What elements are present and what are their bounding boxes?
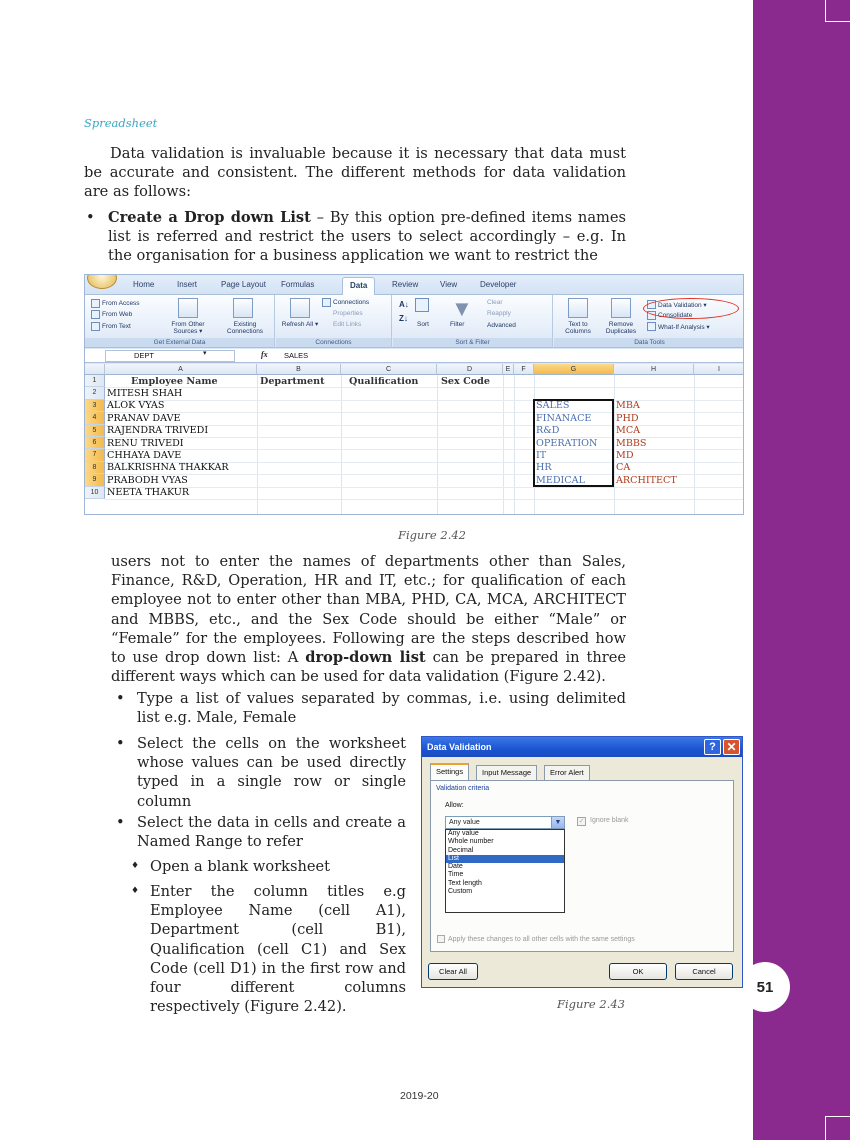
tab-settings[interactable]: Settings <box>430 763 469 781</box>
formula-value[interactable]: SALES <box>284 351 309 360</box>
gridline <box>257 375 258 515</box>
tab-input-message[interactable]: Input Message <box>476 765 537 780</box>
name-cell[interactable]: BALKRISHNA THAKKAR <box>107 462 229 474</box>
tab-insert[interactable]: Insert <box>177 280 198 289</box>
sub-bullet: • Type a list of values separated by commas, i.e. using delimited list e.g. Male, Female <box>116 690 626 727</box>
intro-paragraph: Data validation is invaluable because it is necessary that data must be accurate and consistent. The different methods for data validation are as follows: <box>84 145 626 201</box>
settings-panel <box>430 780 734 952</box>
gridline <box>503 375 504 515</box>
office-button[interactable] <box>87 274 117 289</box>
crop-mark-top <box>825 0 850 22</box>
group-label: Get External Data <box>85 338 274 347</box>
qualification-cell[interactable]: MCA <box>616 425 641 437</box>
refresh-all-button[interactable]: Refresh All ▾ <box>281 321 319 328</box>
apply-checkbox[interactable] <box>437 935 445 943</box>
from-other-sources-button[interactable]: From Other Sources ▾ <box>171 321 205 335</box>
qualification-cell[interactable]: MBBS <box>616 437 647 449</box>
sub-bullet: • Select the data in cells and create a Named Range to refer <box>116 814 406 851</box>
row-line <box>105 449 744 450</box>
header-cell-department[interactable]: Department <box>260 375 325 387</box>
text-icon <box>91 322 100 331</box>
row-line <box>105 400 744 401</box>
clear-button[interactable]: Clear <box>487 299 503 306</box>
sort-asc-icon[interactable]: A↓ <box>399 300 409 309</box>
connections-button[interactable]: Connections <box>333 299 370 306</box>
department-cell[interactable]: IT <box>536 449 547 461</box>
tab-review[interactable]: Review <box>392 280 419 289</box>
column-header-i[interactable]: I <box>694 364 744 375</box>
department-cell[interactable]: FINANACE <box>536 412 592 424</box>
name-cell[interactable]: CHHAYA DAVE <box>107 449 182 461</box>
cancel-button[interactable]: Cancel <box>675 963 733 980</box>
ignore-blank-checkbox[interactable]: ✓ <box>578 818 585 825</box>
option-any-value[interactable]: Any value <box>448 830 479 837</box>
web-icon <box>91 310 100 319</box>
formula-bar <box>85 349 743 363</box>
tab-developer[interactable]: Developer <box>480 280 517 289</box>
department-cell[interactable]: OPERATION <box>536 437 598 449</box>
group-label: Connections <box>276 338 391 347</box>
fx-icon[interactable]: fx <box>261 350 268 359</box>
gridline <box>437 375 438 515</box>
row-header[interactable]: 5 <box>85 425 105 437</box>
ribbon-tabs <box>85 275 743 295</box>
connections-icon <box>322 298 331 307</box>
data-validation-dialog <box>421 736 743 988</box>
department-cell[interactable]: MEDICAL <box>536 474 585 486</box>
bullet-dot: • <box>116 690 125 707</box>
remove-duplicates-button[interactable]: Remove Duplicates <box>605 321 637 335</box>
row-header[interactable]: 3 <box>85 400 105 412</box>
refresh-icon <box>290 298 310 318</box>
name-box[interactable]: DEPT <box>105 350 235 362</box>
name-cell[interactable]: RAJENDRA TRIVEDI <box>107 425 209 437</box>
apply-to-all-option[interactable]: Apply these changes to all other cells with the same settings <box>437 935 635 943</box>
running-header: Spreadsheet <box>84 116 158 130</box>
option-decimal[interactable]: Decimal <box>448 846 474 854</box>
option-custom[interactable]: Custom <box>448 888 473 896</box>
diamond-bullet: ♦ <box>131 861 140 871</box>
from-text-button[interactable]: From Text <box>102 323 131 330</box>
row-line <box>105 412 744 413</box>
reapply-button[interactable]: Reapply <box>487 310 511 317</box>
column-header-f[interactable]: F <box>514 364 534 375</box>
name-box-dropdown-icon[interactable]: ▾ <box>203 350 207 357</box>
name-cell[interactable]: ALOK VYAS <box>107 400 165 412</box>
what-if-analysis-button[interactable]: What-If Analysis ▾ <box>658 324 710 331</box>
department-cell[interactable]: SALES <box>536 400 570 412</box>
text-to-columns-button[interactable]: Text to Columns <box>565 321 591 335</box>
gridline <box>514 375 515 515</box>
sort-desc-icon[interactable]: Z↓ <box>399 314 408 323</box>
page-number: 51 <box>740 962 790 1012</box>
group-connections <box>276 295 392 348</box>
allow-label: Allow: <box>445 802 464 809</box>
column-header-e[interactable]: E <box>503 364 514 375</box>
bold-term: drop-down list <box>305 649 426 667</box>
tab-view[interactable]: View <box>440 280 458 289</box>
validation-criteria-label: Validation criteria <box>436 785 490 792</box>
tab-home[interactable]: Home <box>133 280 155 289</box>
existing-connections-button[interactable]: Existing Connections <box>226 321 264 335</box>
name-cell[interactable]: RENU TRIVEDI <box>107 437 184 449</box>
row-header[interactable]: 1 <box>85 375 105 387</box>
row-header[interactable]: 4 <box>85 412 105 424</box>
body-paragraph: users not to enter the names of departments other than Sales, Finance, R&D, Operation, HR and IT, etc.; for qualification of each employee not to enter other than MBA, PHD, CA, MCA, ARCHITECT and MBBS, etc., and the Sex Code should be either “Male” or “Female” for the employees. Following are the steps described how to use drop down list: A drop-down list can be prepared in three different ways which can be used for data validation (Figure 2.42). <box>111 553 626 686</box>
name-cell[interactable]: PRANAV DAVE <box>107 412 181 424</box>
row-header[interactable]: 6 <box>85 437 105 449</box>
row-header[interactable]: 2 <box>85 387 105 399</box>
row-header[interactable]: 7 <box>85 449 105 461</box>
bullet-drop-down-list: • Create a Drop down List – By this option pre-defined items names list is referred and restrict the users to select accordingly – e.g. In the organisation for a business application we want to restrict the <box>86 209 626 265</box>
qualification-cell[interactable]: MBA <box>616 400 640 412</box>
tab-data[interactable]: Data <box>342 277 375 295</box>
bullet-dot: • <box>116 735 125 752</box>
highlight-oval <box>643 298 739 319</box>
existing-connections-icon <box>233 298 253 318</box>
department-cell[interactable]: R&D <box>536 425 560 437</box>
option-text-length[interactable]: Text length <box>448 879 482 887</box>
edit-links-button[interactable]: Edit Links <box>333 321 362 328</box>
column-header-g[interactable]: G <box>534 364 614 375</box>
row-header[interactable]: 8 <box>85 462 105 474</box>
allow-options-list <box>445 829 565 913</box>
access-icon <box>91 299 100 308</box>
name-cell[interactable]: PRABODH VYAS <box>107 474 188 486</box>
dialog-title-bar <box>422 737 742 757</box>
qualification-cell[interactable]: MD <box>616 449 634 461</box>
name-cell[interactable]: NEETA THAKUR <box>107 487 190 499</box>
close-icon[interactable]: ✕ <box>723 739 740 755</box>
ok-button[interactable]: OK <box>609 963 667 980</box>
excel-screenshot <box>84 274 744 515</box>
group-label: Sort & Filter <box>393 338 552 347</box>
select-all-corner[interactable] <box>85 364 105 375</box>
other-sources-icon <box>178 298 198 318</box>
sub-sub-bullet: ♦ Enter the column titles e.g Employee Name (cell A1), Department (cell B1), Qualification (cell C1) and Sex Code (cell D1) in the first row and four different columns respectively (Figure 2.42). <box>131 883 406 1016</box>
header-cell-qualification[interactable]: Qualification <box>349 375 419 387</box>
filter-button[interactable]: Filter <box>450 321 465 328</box>
remove-duplicates-icon <box>611 298 631 318</box>
row-header[interactable]: 9 <box>85 474 105 486</box>
column-header-c[interactable]: C <box>341 364 437 375</box>
footer-year: 2019-20 <box>400 1090 439 1102</box>
header-cell-sex-code[interactable]: Sex Code <box>441 375 490 387</box>
help-icon[interactable]: ? <box>704 739 721 755</box>
properties-button[interactable]: Properties <box>333 310 363 317</box>
bullet-dot: • <box>86 209 95 226</box>
advanced-button[interactable]: Advanced <box>487 322 516 329</box>
filter-funnel-icon: ▼ <box>451 296 473 321</box>
allow-select[interactable]: Any value ▼ <box>445 816 565 829</box>
sort-dialog-icon <box>415 298 429 312</box>
qualification-cell[interactable]: ARCHITECT <box>616 474 677 486</box>
group-get-external-data <box>85 295 275 348</box>
crop-mark-bottom <box>825 1116 850 1140</box>
qualification-cell[interactable]: PHD <box>616 412 639 424</box>
tab-formulas[interactable]: Formulas <box>281 280 315 289</box>
qualification-cell[interactable]: CA <box>616 462 631 474</box>
gridline <box>694 375 695 515</box>
tab-page-layout[interactable]: Page Layout <box>221 280 266 289</box>
row-header[interactable]: 10 <box>85 487 105 499</box>
text-to-columns-icon <box>568 298 588 318</box>
consolidate-button[interactable]: Consolidate <box>658 312 693 319</box>
selection-border <box>533 399 614 487</box>
group-sort-filter <box>393 295 553 348</box>
column-header-h[interactable]: H <box>614 364 694 375</box>
from-access-button[interactable]: From Access <box>102 300 140 307</box>
sub-bullet: • Select the cells on the worksheet whose values can be used directly typed in a single row or single column <box>116 735 406 810</box>
department-cell[interactable]: HR <box>536 462 552 474</box>
option-date[interactable]: Date <box>448 863 463 871</box>
column-header-d[interactable]: D <box>437 364 503 375</box>
clear-all-button[interactable]: Clear All <box>428 963 478 980</box>
data-validation-button[interactable]: Data Validation ▾ <box>658 302 707 309</box>
diamond-bullet: ♦ <box>131 886 140 896</box>
what-if-icon <box>647 322 656 331</box>
column-header-b[interactable]: B <box>257 364 341 375</box>
gridline <box>614 375 615 515</box>
tab-error-alert[interactable]: Error Alert <box>544 765 590 780</box>
gridline <box>341 375 342 515</box>
option-whole-number[interactable]: Whole number <box>448 838 494 846</box>
worksheet-grid[interactable] <box>85 364 743 515</box>
from-web-button[interactable]: From Web <box>102 311 133 318</box>
dialog-title: Data Validation <box>427 742 492 752</box>
row-line <box>105 499 744 500</box>
bullet-title: Create a Drop down List <box>108 209 311 226</box>
chevron-down-icon[interactable]: ▼ <box>551 817 564 828</box>
name-cell[interactable]: MITESH SHAH <box>107 387 183 399</box>
sub-sub-bullet: ♦ Open a blank worksheet <box>131 858 331 875</box>
figure-caption: Figure 2.42 <box>398 528 466 542</box>
figure-caption: Figure 2.43 <box>557 997 625 1011</box>
ignore-blank-label: Ignore blank <box>590 817 629 824</box>
header-cell-employee-name[interactable]: Employee Name <box>131 375 218 387</box>
option-list[interactable]: List <box>446 855 564 863</box>
sort-button[interactable]: Sort <box>417 321 429 328</box>
group-label: Data Tools <box>554 338 744 347</box>
column-header-a[interactable]: A <box>105 364 257 375</box>
bullet-dot: • <box>116 814 125 831</box>
ribbon <box>85 295 743 348</box>
option-time[interactable]: Time <box>448 871 464 879</box>
